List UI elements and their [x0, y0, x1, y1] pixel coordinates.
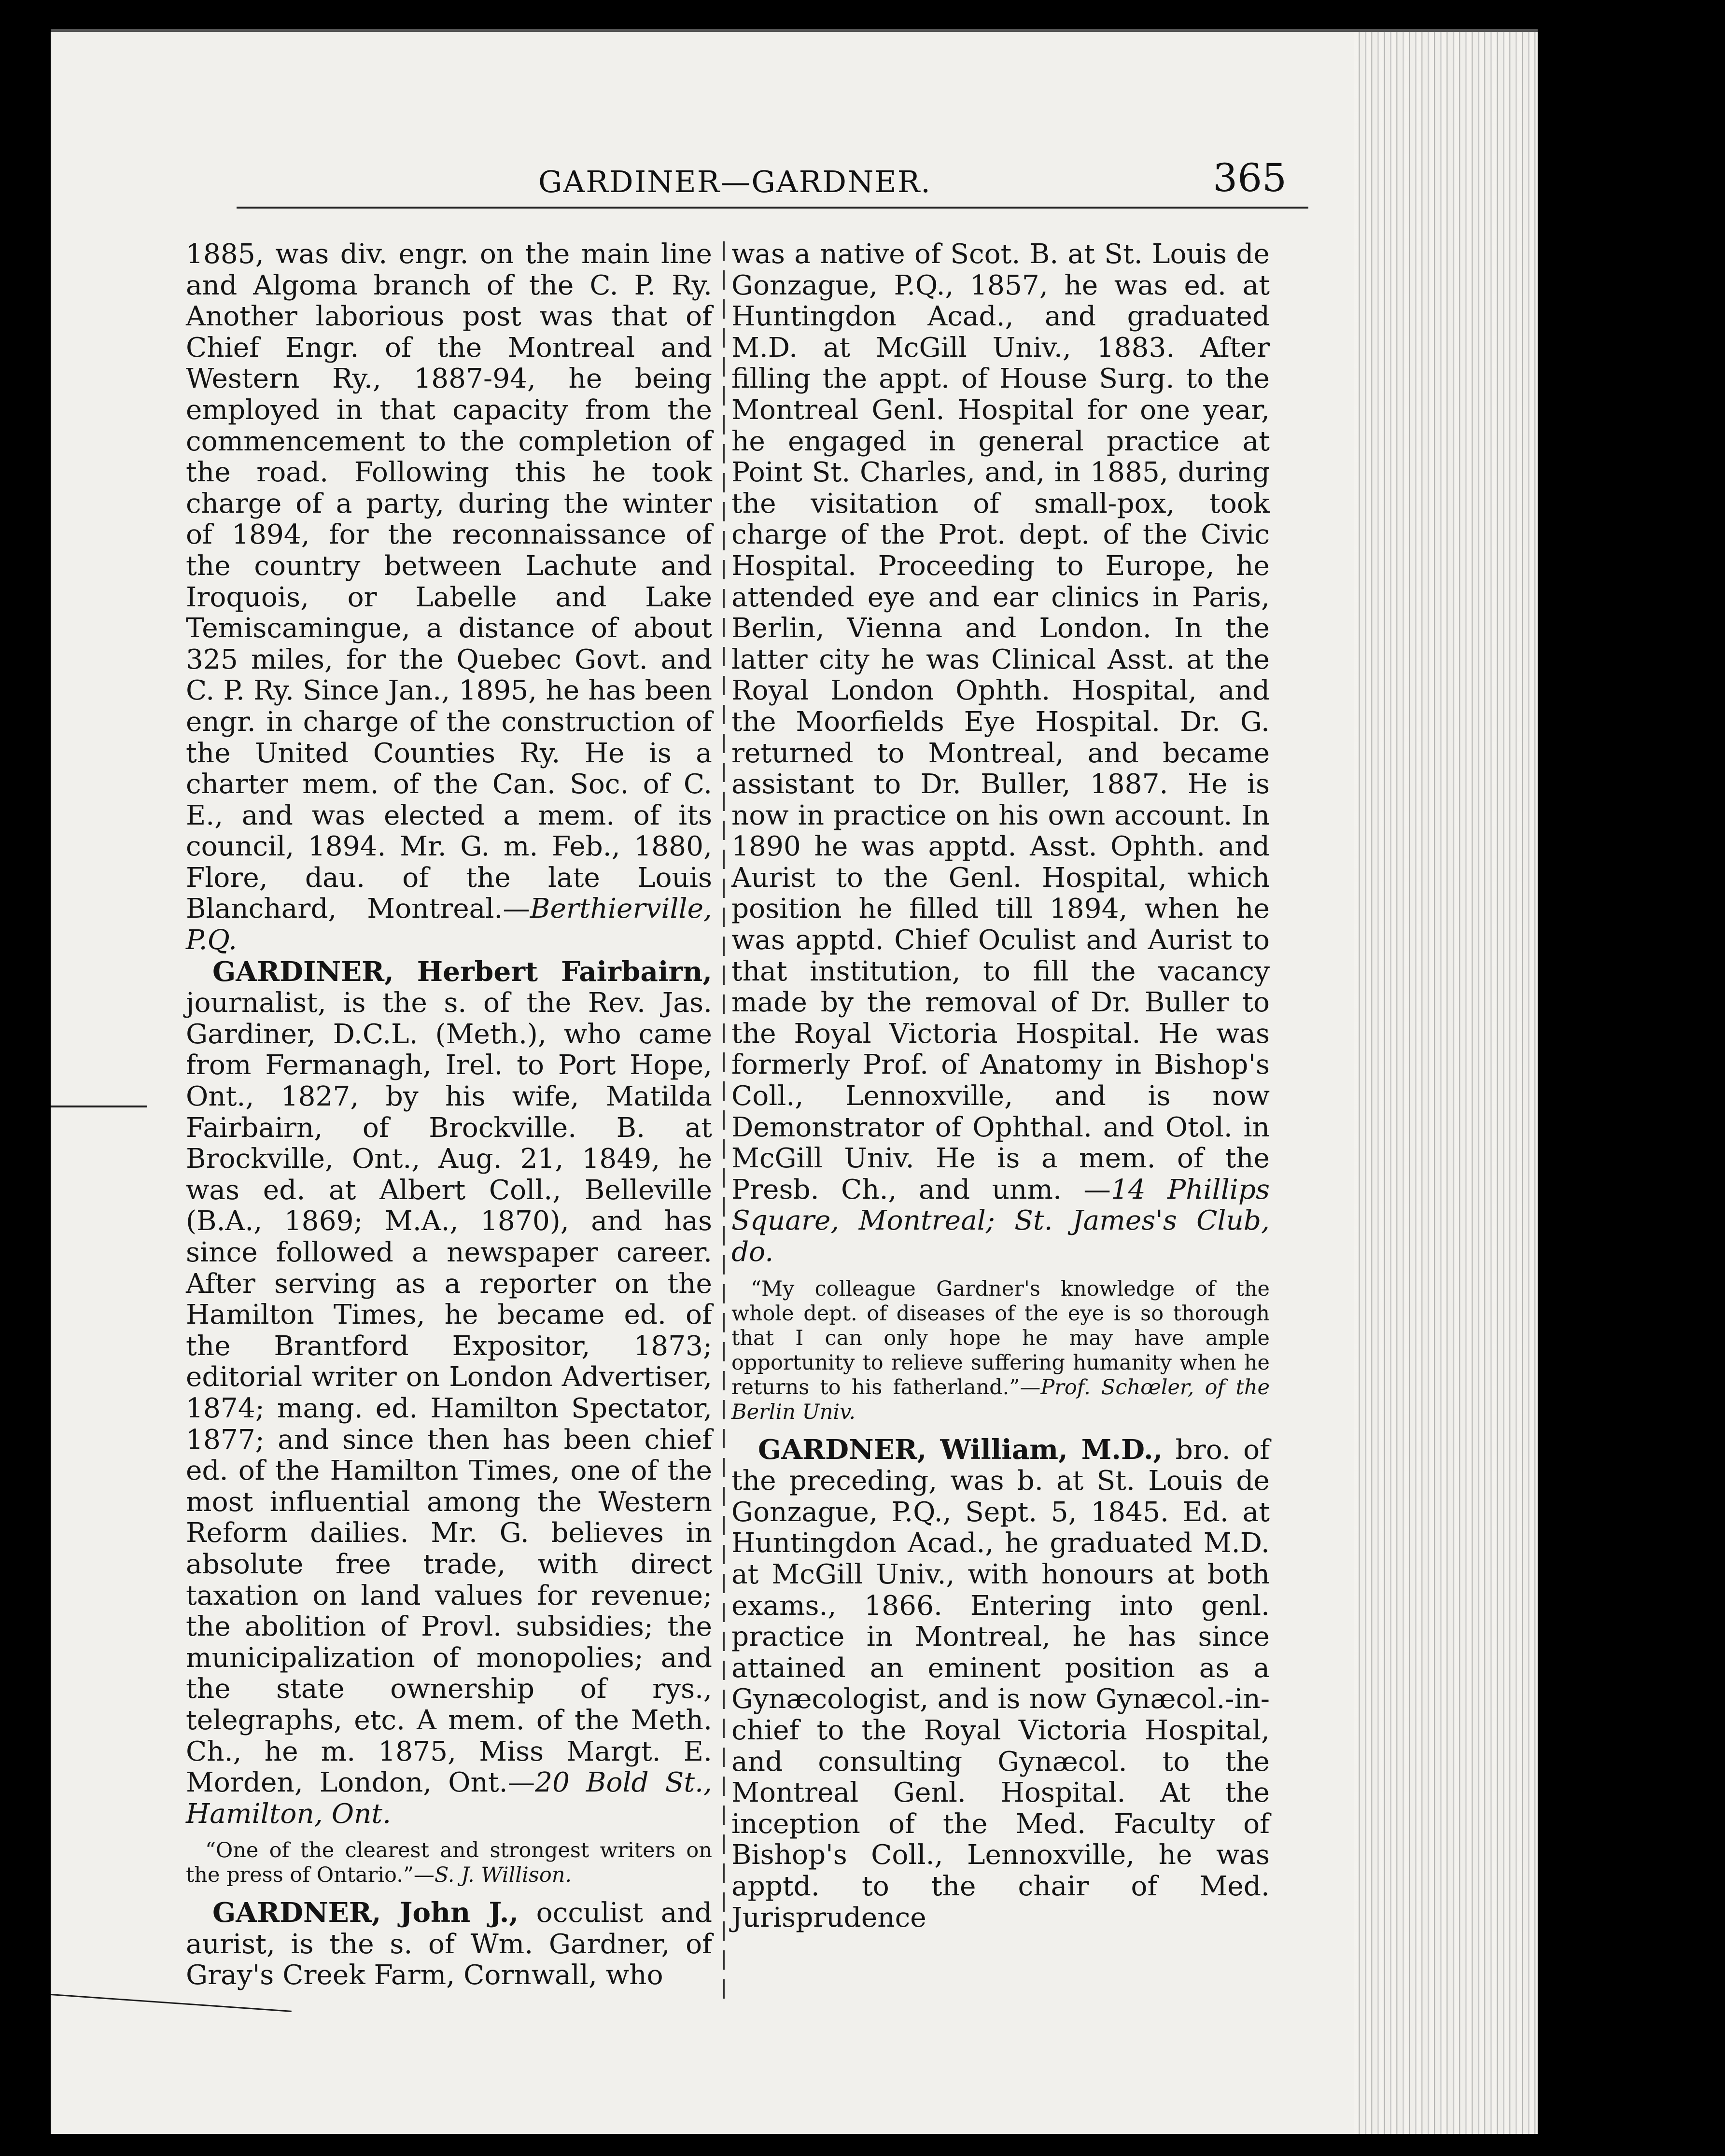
- entry-text: journalist, is the s. of the Rev. Jas. Gardiner, D.C.L. (Meth.), who came from Fermanagh, Irel. to Port Hope, Ont., 1827, by his wife, Matilda Fairbairn, of Brockville. B. at Brockville, Ont., Aug. 21, 1849, he was ed. at Albert Coll., Belleville (B.A., 1869; M.A., 1870), and has since followed a newspaper career. After serving as a reporter on the Hamilton Times, he became ed. of the Brantford Expositor, 1873; editorial writer on London Advertiser, 1874; mang. ed. Hamilton Spectator, 1877; and since then has been chief ed. of the Hamilton Times, one of the most influential among the Western Reform dailies. Mr. G. believes in absolute free trade, with direct taxation on land values for revenue; the abolition of Provl. subsidies; the municipalization of monopolies; and the state ownership of rys., telegraphs, etc. A mem. of the Meth. Ch., he m. 1875, Miss Margt. E. Morden, London, Ont.—: [186, 987, 712, 1799]
- page-edge-stack: [1354, 29, 1538, 2134]
- entry-address: 20 Bold St., Hamilton, Ont.: [186, 1767, 712, 1830]
- entry-text: occulist and aurist, is the s. of Wm. Gardner, of Gray's Creek Farm, Cornwall, who: [186, 1897, 712, 1991]
- page-header: [509, 150, 1296, 203]
- entry-john-gardner: [186, 1897, 712, 1991]
- quote-attribution: S. J. Willison.: [434, 1863, 572, 1888]
- running-head: GARDINER—GARDNER.: [538, 164, 931, 199]
- scan-mark: [51, 1994, 292, 2012]
- quote-attribution: Prof. Schœler, of the Berlin Univ.: [731, 1375, 1270, 1424]
- testimonial-quote: [186, 1838, 712, 1888]
- testimonial-quote: [731, 1277, 1270, 1425]
- header-rule: [237, 207, 1308, 209]
- entry-address: Berthierville, P.Q.: [186, 893, 712, 956]
- entry-address: 14 Phillips Square, Montreal; St. James's Club, do.: [731, 1174, 1270, 1268]
- column-divider: [723, 241, 725, 2008]
- entry-herbert-gardiner: [186, 956, 712, 1830]
- continued-entry: [731, 239, 1270, 1268]
- entry-name: GARDNER, John J.,: [212, 1897, 519, 1929]
- entry-william-gardner: [731, 1434, 1270, 1934]
- quote-text: “One of the clearest and strongest writers on the press of Ontario.”—: [186, 1838, 712, 1888]
- entry-text: was a native of Scot. B. at St. Louis de Gonzague, P.Q., 1857, he was ed. at Huntingdon Acad., and graduated M.D. at McGill Univ., 1883. After filling the appt. of House Surg. to the Montreal Genl. Hospital for one year, he engaged in general practice at Point St. Charles, and, in 1885, during the visitation of small-pox, took charge of the Prot. dept. of the Civic Hospital. Proceeding to Europe, he attended eye and ear clinics in Paris, Berlin, Vienna and London. In the latter city he was Clinical Asst. at the Royal London Ophth. Hospital, and the Moorfields Eye Hospital. Dr. G. returned to Montreal, and became assistant to Dr. Buller, 1887. He is now in practice on his own account. In 1890 he was apptd. Asst. Ophth. and Aurist to the Genl. Hospital, which position he filled till 1894, when he was apptd. Chief Oculist and Aurist to that institution, to fill the vacancy made by the removal of Dr. Buller to the Royal Victoria Hospital. He was formerly Prof. of Anatomy in Bishop's Coll., Lennoxville, and is now Demonstrator of Ophthal. and Otol. in McGill Univ. He is a mem. of the Presb. Ch., and unm. —: [731, 238, 1270, 1205]
- book-page: [51, 29, 1538, 2134]
- scan-mark: [51, 1106, 147, 1107]
- entry-text: 1885, was div. engr. on the main line and Algoma branch of the C. P. Ry. Another laborious post was that of Chief Engr. of the Montreal and Western Ry., 1887-94, he being employed in that capacity from the commencement to the completion of the road. Following this he took charge of a party, during the winter of 1894, for the reconnaissance of the country between Lachute and Iroquois, or Labelle and Lake Temiscamingue, a distance of about 325 miles, for the Quebec Govt. and C. P. Ry. Since Jan., 1895, he has been engr. in charge of the construction of the United Counties Ry. He is a charter mem. of the Can. Soc. of C. E., and was elected a mem. of its council, 1894. Mr. G. m. Feb., 1880, Flore, dau. of the late Louis Blanchard, Montreal.—: [186, 238, 712, 925]
- entry-text: bro. of the preceding, was b. at St. Louis de Gonzague, P.Q., Sept. 5, 1845. Ed. at Huntingdon Acad., he graduated M.D. at McGill Univ., with honours at both exams., 1866. Entering into genl. practice in Montreal, he has since attained an eminent position as a Gynæcologist, and is now Gynæcol.-in-chief to the Royal Victoria Hospital, and consulting Gynæcol. to the Montreal Genl. Hospital. At the inception of the Med. Faculty of Bishop's Coll., Lennoxville, he was apptd. to the chair of Med. Jurisprudence: [731, 1434, 1270, 1933]
- entry-name: GARDNER, William, M.D.,: [758, 1433, 1163, 1466]
- entry-name: GARDINER, Herbert Fairbairn,: [212, 955, 712, 988]
- page-number: 365: [1213, 155, 1287, 200]
- continued-entry: [186, 239, 712, 956]
- right-column: [731, 239, 1270, 1933]
- scan-mark: [51, 29, 1538, 32]
- quote-text: “My colleague Gardner's knowledge of the whole dept. of diseases of the eye is so thorough that I can only hope he may have ample opportunity to relieve suffering humanity when he returns to his fatherland.”—: [731, 1276, 1270, 1400]
- left-column: [186, 239, 712, 1991]
